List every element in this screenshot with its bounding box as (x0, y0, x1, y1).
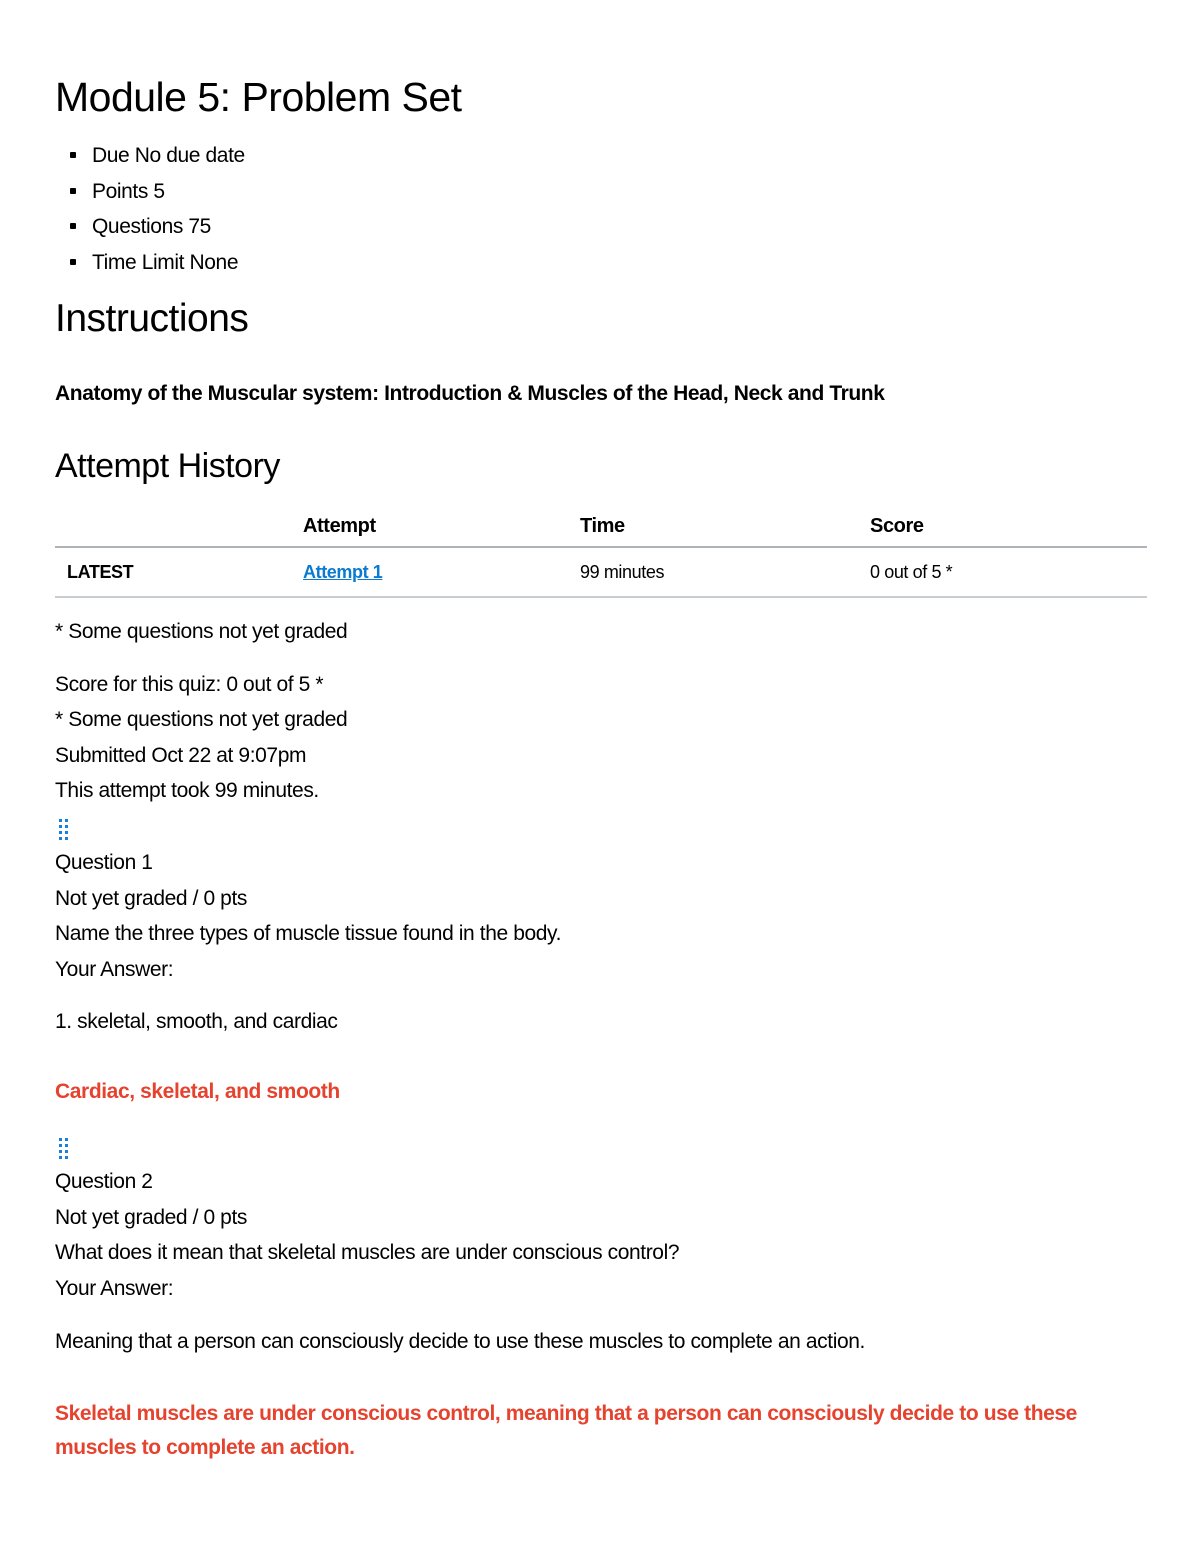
attempt-duration: This attempt took 99 minutes. (55, 779, 319, 802)
question-status: Not yet graded / 0 pts (55, 887, 247, 910)
drag-handle-icon[interactable] (57, 1137, 71, 1159)
meta-points: Points 5 (55, 174, 245, 210)
bullet-icon (70, 223, 76, 229)
student-answer: Meaning that a person can consciously decide to use these muscles to complete an action. (55, 1330, 865, 1353)
question-number: Question 1 (55, 851, 153, 874)
history-footnote: * Some questions not yet graded (55, 620, 348, 643)
meta-due: Due No due date (55, 138, 245, 174)
quiz-meta-list (55, 138, 245, 280)
instructions-heading: Instructions (55, 297, 249, 340)
correct-answer: Skeletal muscles are under conscious control, meaning that a person can consciously decide to use these muscles to complete an action. (55, 1402, 1077, 1459)
time-cell: 99 minutes (580, 547, 870, 597)
student-answer: 1. skeletal, smooth, and cardiac (55, 1010, 338, 1033)
bullet-icon (70, 152, 76, 158)
quiz-score: Score for this quiz: 0 out of 5 * (55, 673, 324, 696)
drag-handle-icon[interactable] (57, 818, 71, 840)
your-answer-label: Your Answer: (55, 958, 174, 981)
table-row (55, 547, 1147, 597)
attempt-history-heading: Attempt History (55, 447, 280, 485)
column-header-time: Time (580, 506, 870, 547)
question-prompt: Name the three types of muscle tissue found in the body. (55, 922, 562, 945)
bullet-icon (70, 259, 76, 265)
meta-time-limit: Time Limit None (55, 245, 245, 281)
latest-label: LATEST (55, 547, 303, 597)
question-number: Question 2 (55, 1170, 153, 1193)
question-status: Not yet graded / 0 pts (55, 1206, 247, 1229)
meta-questions: Questions 75 (55, 209, 245, 245)
table-header-row (55, 506, 1147, 547)
attempt-link[interactable]: Attempt 1 (303, 561, 383, 582)
bullet-icon (70, 188, 76, 194)
submitted-time: Submitted Oct 22 at 9:07pm (55, 744, 307, 767)
attempt-cell (303, 547, 580, 597)
quiz-score-note: * Some questions not yet graded (55, 708, 348, 731)
question-prompt: What does it mean that skeletal muscles are under conscious control? (55, 1241, 680, 1264)
column-header-attempt: Attempt (303, 506, 580, 547)
attempt-history-table (55, 506, 1147, 598)
column-header-score: Score (870, 506, 1147, 547)
instructions-text: Anatomy of the Muscular system: Introduction & Muscles of the Head, Neck and Trunk (55, 382, 885, 405)
page-title: Module 5: Problem Set (55, 74, 462, 120)
correct-answer: Cardiac, skeletal, and smooth (55, 1080, 340, 1103)
column-header-label (55, 506, 303, 547)
your-answer-label: Your Answer: (55, 1277, 174, 1300)
score-cell: 0 out of 5 * (870, 547, 1147, 597)
